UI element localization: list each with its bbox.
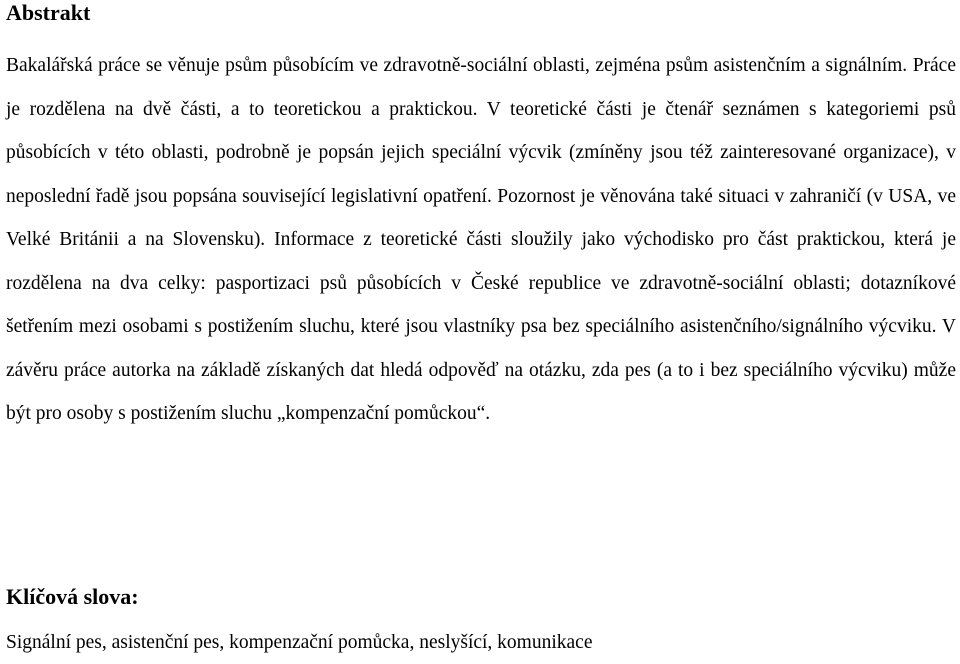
keywords-list: Signální pes, asistenční pes, kompenzační pomůcka, neslyšící, komunikace	[6, 632, 593, 653]
abstract-heading: Abstrakt	[6, 0, 91, 25]
keywords-heading: Klíčová slova:	[6, 584, 139, 609]
abstract-paragraph: Bakalářská práce se věnuje psům působícím ve zdravotně-sociální oblasti, zejména psům asistenčním a signálním. Práce je rozdělena na dvě části, a to teoretickou a praktickou. V teoretické části je čtenář seznámen s kategoriemi psů působících v této oblasti, podrobně je popsán jejich speciální výcvik (zmíněny jsou též zainteresované organizace), v neposlední řadě jsou popsána související legislativní opatření. Pozornost je věnována také situaci v zahraničí (v USA, ve Velké Británii a na Slovensku). Informace z teoretické části sloužily jako východisko pro část praktickou, která je rozdělena na dva celky: pasportizaci psů působících v České republice ve zdravotně-sociální oblasti; dotazníkové šetřením mezi osobami s postižením sluchu, které jsou vlastníky psa bez speciálního asistenčního/signálního výcviku. V závěru práce autorka na základě získaných dat hledá odpověď na otázku, zda pes (a to i bez speciálního výcviku) může být pro osoby s postižením sluchu „kompenzační pomůckou“.	[6, 55, 956, 424]
